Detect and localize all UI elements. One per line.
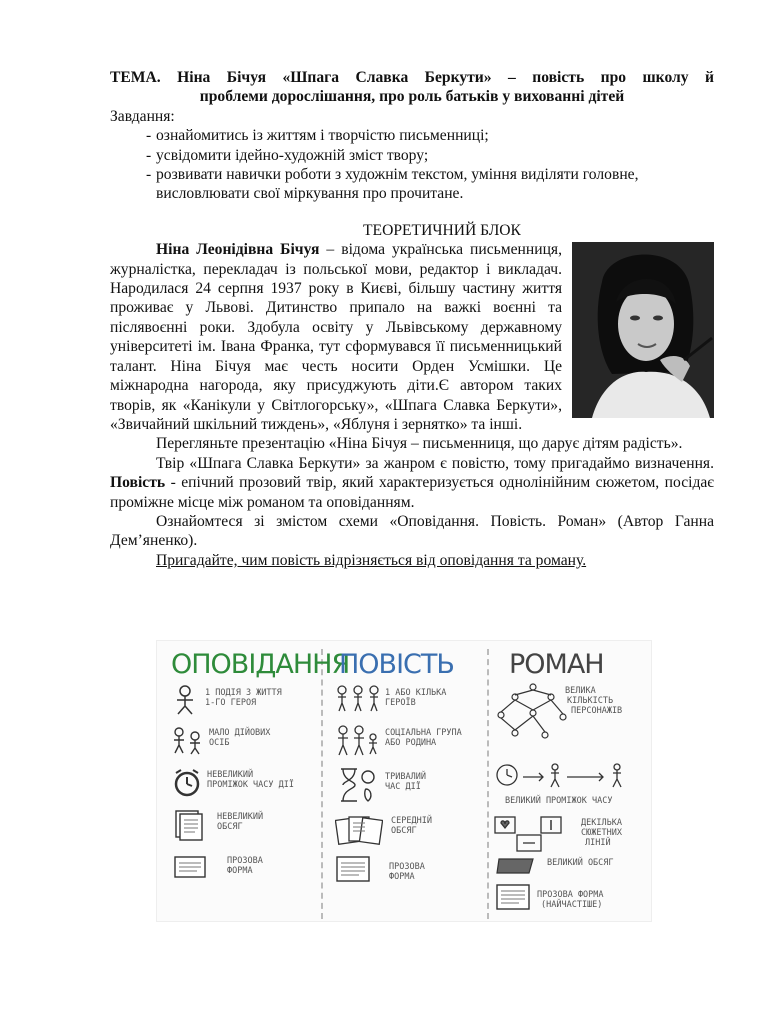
bio-block <box>110 240 714 434</box>
definition-intro: Твір «Шпага Славка Беркути» за жанром є повістю, тому пригадаймо визначення. <box>156 454 714 472</box>
stacked-pages-icon <box>335 813 383 847</box>
note: НЕВЕЛИКИЙ <box>207 770 254 780</box>
author-photo <box>572 242 714 418</box>
note: ОСІБ <box>209 738 230 748</box>
note: ЧАС ДІЇ <box>385 782 421 792</box>
note: ПРОЗОВА ФОРМА <box>537 890 604 900</box>
title-line-2: проблеми дорослішання, про роль батьків у вихованні дітей <box>199 88 625 106</box>
note: ФОРМА <box>389 872 415 882</box>
question-text: Пригадайте, чим повість відрізняється від оповідання та роману. <box>156 551 587 569</box>
note: 1-ГО ГЕРОЯ <box>205 698 257 708</box>
pages-icon <box>173 809 205 841</box>
note: ТРИВАЛИЙ <box>385 772 426 782</box>
note: ГЕРОЇВ <box>385 698 416 708</box>
document-page <box>110 68 714 570</box>
note: НЕВЕЛИКИЙ <box>217 812 264 822</box>
note: ДЕКІЛЬКА <box>581 818 622 828</box>
column-heading: РОМАН <box>509 649 604 680</box>
prose-page-icon <box>495 883 531 911</box>
character-network-icon <box>493 683 573 745</box>
single-person-icon <box>173 685 197 715</box>
note: (НАЙЧАСТІШЕ) <box>541 900 603 910</box>
note: ПРОЗОВА <box>389 862 425 872</box>
family-icon <box>335 725 381 757</box>
note: СЕРЕДНІЙ <box>391 816 432 826</box>
definition-text: - епічний прозовий твір, який характеризується однолінійним сюжетом, посідає проміжне місце між романом та оповіданням. <box>110 474 714 511</box>
definition-paragraph <box>110 454 714 512</box>
schema-column-novel <box>489 641 651 921</box>
plot-lines-icon <box>493 815 573 855</box>
section-heading: ТЕОРЕТИЧНИЙ БЛОК <box>363 221 521 239</box>
text-page-icon <box>335 855 371 883</box>
column-heading: ОПОВІДАННЯ <box>171 649 350 680</box>
note: 1 ПОДІЯ З ЖИТТЯ <box>205 688 282 698</box>
portrait-illustration <box>572 242 714 418</box>
note: ПРОЗОВА <box>227 856 263 866</box>
schema-column-novella <box>323 641 487 921</box>
note: ВЕЛИКИЙ ОБСЯГ <box>547 858 614 868</box>
document-title <box>110 68 714 107</box>
tasks-list <box>110 126 714 204</box>
text-lines-icon <box>173 855 207 879</box>
title-line-1: ТЕМА. Ніна Бічуя «Шпага Славка Беркути» – повість про школу й <box>110 69 714 86</box>
note: СЮЖЕТНИХ <box>581 828 622 838</box>
hourglass-icon <box>337 767 377 803</box>
presentation-paragraph: Перегляньте презентацію «Ніна Бічуя – письменниця, що дарує дітям радість». <box>156 435 683 453</box>
note: ОБСЯГ <box>217 822 243 832</box>
alarm-clock-icon <box>171 767 203 799</box>
definition-term: Повість <box>110 474 166 492</box>
schema-intro-paragraph: Ознайомтеся зі змістом схеми «Оповідання. Повість. Роман» (Автор Ганна Дем’яненко). <box>110 512 714 550</box>
note: ВЕЛИКА <box>565 686 596 696</box>
note: 1 АБО КІЛЬКА <box>385 688 447 698</box>
task-item: - розвивати навички роботи з художнім текстом, уміння виділяти головне, висловлювати свої міркування про прочитане. <box>146 165 714 204</box>
note: МАЛО ДІЙОВИХ <box>209 728 271 738</box>
group-people-icon <box>335 685 381 713</box>
note: СОЦІАЛЬНА ГРУПА <box>385 728 462 738</box>
question-paragraph <box>110 551 714 570</box>
author-name: Ніна Леонідівна Бічуя <box>156 241 320 259</box>
thick-book-icon <box>495 855 537 877</box>
task-item: - усвідомити ідейно-художній зміст твору; <box>146 146 714 165</box>
note: ФОРМА <box>227 866 253 876</box>
note: ОБСЯГ <box>391 826 417 836</box>
genre-schema <box>156 640 652 922</box>
few-people-icon <box>171 727 205 755</box>
schema-column-story <box>157 641 350 921</box>
note: ПРОМІЖОК ЧАСУ ДІЇ <box>207 780 294 790</box>
note: АБО РОДИНА <box>385 738 437 748</box>
note: ВЕЛИКИЙ ПРОМІЖОК ЧАСУ <box>505 796 613 806</box>
note: ПЕРСОНАЖІВ <box>571 706 623 716</box>
time-journey-icon <box>493 759 633 793</box>
bio-text: – відома українська письменниця, журналістка, перекладач із польської мови, редактор і викладач. Народилася 24 серпня 1937 року в Києві, більшу частину життя проживає у Львові. Дитинство припало на важкі воєнні та післявоєнні роки. Здобула освіту у Львівському державному університеті ім. Івана Франка, тут сформувався її письменницький талант. Ніна Бічуя має честь носити Орден Усмішки. Це міжнародна нагорода, яку присуджують діти.Є автором таких творів, як «Канікули у Світлогорську», «Шпага Славка Беркути», «Звичайний шкільний тиждень», «Яблуня і зернятко» та інші. <box>110 241 562 433</box>
note: КІЛЬКІСТЬ <box>567 696 614 706</box>
tasks-label: Завдання: <box>110 107 175 125</box>
note: ЛІНІЙ <box>585 838 611 848</box>
column-heading: ПОВІСТЬ <box>339 649 454 680</box>
task-item: - ознайомитись із життям і творчістю письменниці; <box>146 126 714 145</box>
